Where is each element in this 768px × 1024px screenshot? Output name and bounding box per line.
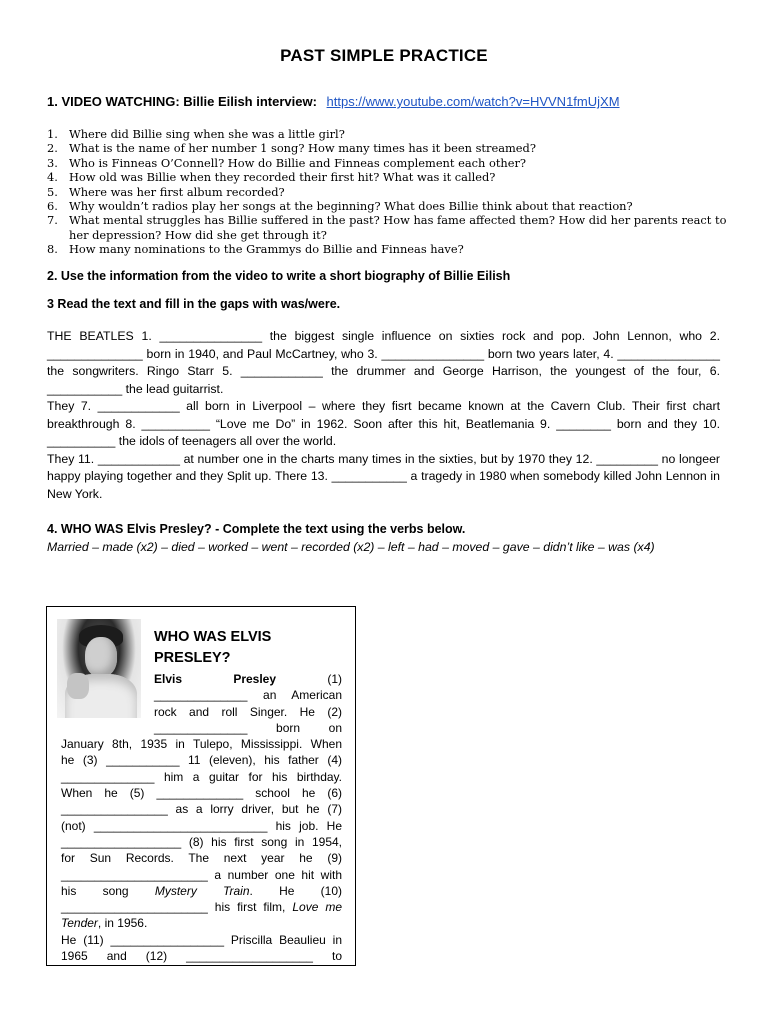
question-item bbox=[47, 242, 727, 256]
elvis-text-segment: 1965 and (12) ___________________ to bbox=[61, 949, 342, 964]
video-link[interactable]: https://www.youtube.com/watch?v=HVVN1fmUjXM bbox=[326, 94, 620, 109]
question-number: 8. bbox=[47, 242, 58, 257]
elvis-text-segment: ______________________ his first film, bbox=[61, 900, 293, 915]
beatles-paragraph-1: THE BEATLES 1. _______________ the biggest single influence on sixties rock and pop. John Lennon, who 2. ______________ born in 1940, and Paul McCartney, who 3. _______________ born two years later, 4. _______________ the songwriters. Ringo Starr 5. ____________ the drummer and George Harrison, the youngest of the four, 6. ___________ the lead guitarrist. bbox=[47, 329, 720, 396]
elvis-text-segment: Mystery Train bbox=[154, 883, 250, 898]
question-number: 7. bbox=[47, 213, 58, 228]
question-number: 4. bbox=[47, 170, 58, 185]
elvis-text-line bbox=[61, 801, 342, 817]
elvis-text-line bbox=[61, 736, 342, 752]
elvis-text-segment: ______________ him a guitar for his birthday. bbox=[61, 769, 342, 784]
question-item bbox=[47, 170, 727, 184]
page-title: PAST SIMPLE PRACTICE bbox=[280, 46, 488, 65]
elvis-box-text bbox=[61, 671, 342, 964]
question-number: 2. bbox=[47, 141, 58, 156]
question-text: Who is Finneas O’Connell? How do Billie and Finneas complement each other? bbox=[69, 155, 527, 170]
elvis-text-line bbox=[61, 915, 342, 931]
elvis-text-segment: ________________ as a lorry driver, but he (7) bbox=[61, 802, 342, 817]
question-item bbox=[47, 141, 727, 155]
elvis-text-line bbox=[61, 948, 342, 964]
elvis-text-line bbox=[61, 818, 342, 834]
elvis-text-segment: (1) bbox=[276, 672, 342, 686]
elvis-text-segment: (not) __________________________ his job. He bbox=[61, 818, 342, 833]
question-item bbox=[47, 185, 727, 199]
elvis-text-line bbox=[154, 720, 342, 736]
beatles-paragraph-2: They 7. ____________ all born in Liverpool – where they fisrt became known at the Cavern Club. Their first chart breakthrough 8. __________ “Love me Do” in 1962. Soon after this hit, Beatlemania 9. ________ born and they 10. __________ the idols of teenagers all over the world. bbox=[47, 399, 720, 448]
elvis-text-segment: He (11) _________________ Priscilla Beaulieu in bbox=[61, 932, 342, 947]
question-list bbox=[47, 127, 727, 257]
elvis-text-segment: ______________ born on bbox=[154, 720, 342, 735]
elvis-text-line bbox=[61, 834, 342, 850]
section-3-heading: 3 Read the text and fill in the gaps with was/were. bbox=[47, 297, 341, 311]
question-text: Where did Billie sing when she was a little girl? bbox=[69, 127, 345, 141]
question-text: What is the name of her number 1 song? How many times has it been streamed? bbox=[69, 141, 536, 156]
elvis-text-line bbox=[61, 785, 342, 801]
section-2-heading: 2. Use the information from the video to write a short biography of Billie Eilish bbox=[47, 269, 511, 283]
elvis-text-segment: __________________ (8) his first song in 1954, bbox=[61, 834, 342, 849]
elvis-text-line bbox=[61, 932, 342, 948]
question-text: What mental struggles has Billie suffered in the past? How has fame affected them? How did her parents react to her depression? How did she get through it? bbox=[69, 213, 727, 242]
question-item bbox=[47, 156, 727, 170]
elvis-text-segment: When he (5) _____________ school he (6) bbox=[61, 786, 342, 801]
question-item bbox=[47, 199, 727, 213]
elvis-text-segment: , in 1956. bbox=[97, 916, 148, 931]
elvis-text-line bbox=[61, 850, 342, 866]
beatles-paragraph-3: They 11. ____________ at number one in the charts many times in the sixties, but by 1970 they 12. _________ no longeer happy playing together and they Split up. There 13. ___________ a tragedy in 1980 when somebody killed John Lennon in New York. bbox=[47, 451, 720, 501]
elvis-text-line bbox=[61, 883, 342, 899]
question-item bbox=[47, 213, 727, 242]
elvis-text-line bbox=[61, 769, 342, 785]
elvis-text-segment: Love me bbox=[292, 900, 342, 915]
elvis-text-segment: rock and roll Singer. He (2) bbox=[154, 704, 342, 719]
elvis-text-line bbox=[61, 867, 342, 883]
question-number: 3. bbox=[47, 155, 58, 170]
elvis-text-segment: . He (10) bbox=[249, 883, 342, 898]
elvis-text-line bbox=[154, 671, 342, 687]
question-text: How many nominations to the Grammys do Billie and Finneas have? bbox=[69, 242, 464, 257]
question-text: How old was Billie when they recorded their first hit? What was it called? bbox=[69, 170, 496, 185]
elvis-text-segment: Elvis Presley bbox=[154, 672, 277, 686]
elvis-text-line bbox=[61, 899, 342, 915]
section-4-heading: 4. WHO WAS Elvis Presley? - Complete the text using the verbs below. bbox=[47, 522, 466, 536]
elvis-box-title: WHO WAS ELVIS PRESLEY? bbox=[154, 629, 272, 666]
question-text: Why wouldn’t radios play her songs at the beginning? What does Billie think about that reaction? bbox=[69, 199, 633, 214]
elvis-text-line bbox=[154, 687, 342, 703]
question-number: 6. bbox=[47, 199, 58, 214]
verb-list: Married – made (x2) – died – worked – went – recorded (x2) – left – had – moved – gave – didn’t like – was (x4) bbox=[47, 540, 655, 554]
elvis-text-segment: ______________ an American bbox=[154, 688, 342, 703]
elvis-text-line bbox=[154, 704, 342, 720]
question-text: Where was her first album recorded? bbox=[69, 184, 285, 199]
elvis-text-line bbox=[61, 752, 342, 768]
section-1-heading bbox=[47, 94, 620, 109]
question-number: 5. bbox=[47, 184, 58, 199]
elvis-text-segment: ______________________ a number one hit with bbox=[61, 867, 342, 882]
elvis-text-segment: he (3) ___________ 11 (eleven), his father (4) bbox=[61, 753, 342, 768]
elvis-text-box bbox=[46, 606, 356, 966]
elvis-text-segment: Tender bbox=[61, 916, 98, 931]
question-item bbox=[47, 127, 727, 141]
elvis-text-segment: for Sun Records. The next year he (9) bbox=[61, 851, 342, 866]
elvis-text-segment: January 8th, 1935 in Tulepo, Mississippi. When bbox=[61, 737, 342, 752]
question-number: 1. bbox=[47, 127, 58, 141]
beatles-text bbox=[47, 328, 720, 503]
section-1-heading-text: 1. VIDEO WATCHING: Billie Eilish interview: bbox=[47, 94, 317, 109]
elvis-text-segment: his song bbox=[61, 883, 155, 898]
